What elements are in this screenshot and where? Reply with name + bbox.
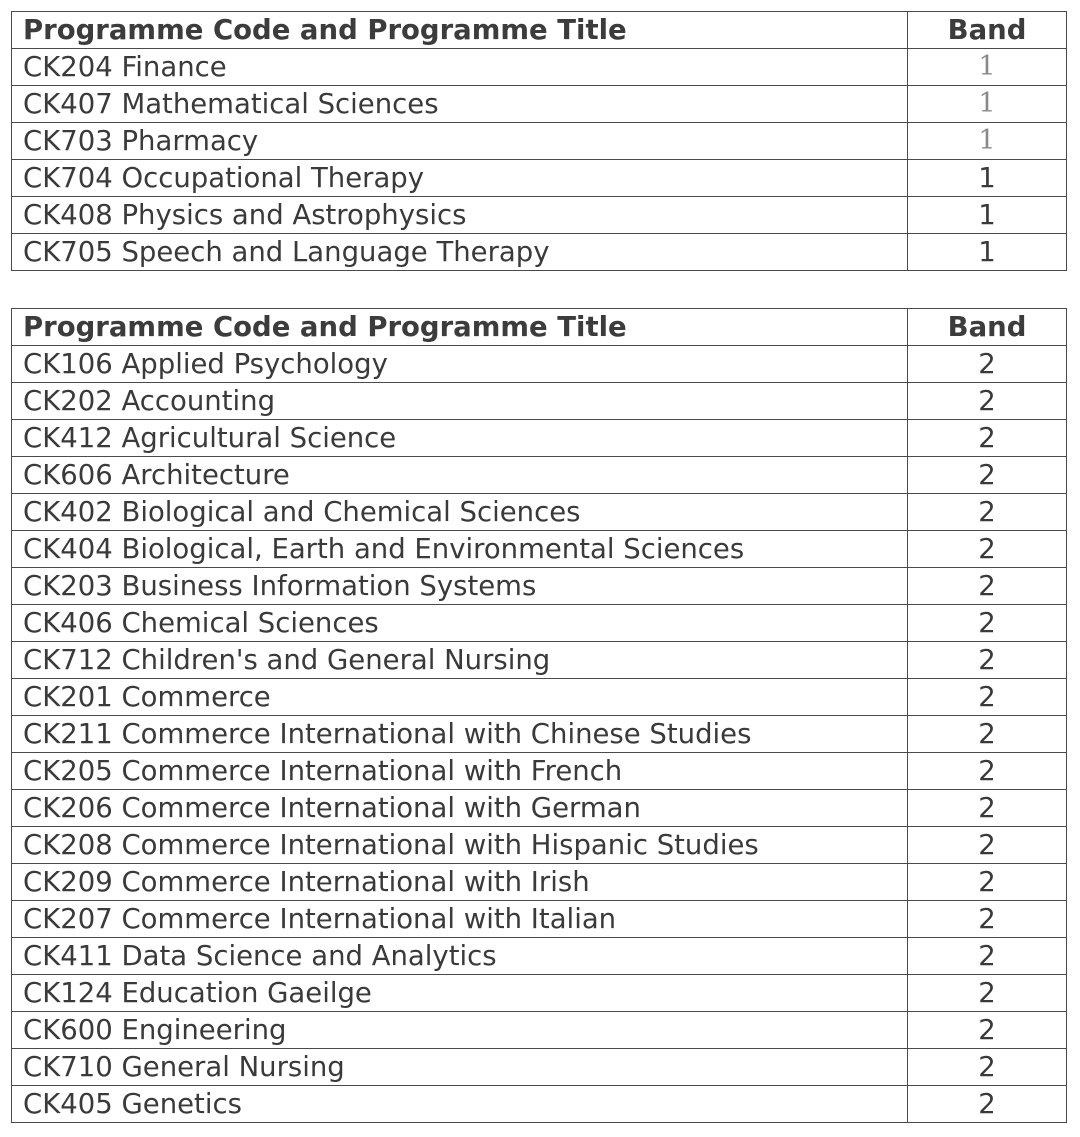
table-row: [12, 383, 1067, 420]
band-1-table: [11, 11, 1067, 271]
programme-title-cell: CK124 Education Gaeilge: [12, 975, 908, 1012]
band-cell: 2: [908, 1012, 1067, 1049]
band-header: Band: [908, 309, 1067, 346]
band-cell: 2: [908, 790, 1067, 827]
band-cell: 2: [908, 1049, 1067, 1086]
table-row: [12, 420, 1067, 457]
programme-title-cell: CK207 Commerce International with Italian: [12, 901, 908, 938]
band-cell: 2: [908, 383, 1067, 420]
band-cell: 1: [908, 123, 1067, 160]
programme-title-cell: CK412 Agricultural Science: [12, 420, 908, 457]
table-row: [12, 1049, 1067, 1086]
band-cell: 2: [908, 716, 1067, 753]
table-row: [12, 864, 1067, 901]
programme-title-cell: CK712 Children's and General Nursing: [12, 642, 908, 679]
band-cell: 1: [908, 49, 1067, 86]
band-cell: 2: [908, 864, 1067, 901]
table-row: [12, 346, 1067, 383]
table-row: [12, 716, 1067, 753]
band-cell: 2: [908, 494, 1067, 531]
programme-title-cell: CK705 Speech and Language Therapy: [12, 234, 908, 271]
programme-title-cell: CK404 Biological, Earth and Environmental Sciences: [12, 531, 908, 568]
table-row: [12, 160, 1067, 197]
band-cell: 2: [908, 938, 1067, 975]
programme-title-cell: CK600 Engineering: [12, 1012, 908, 1049]
programme-title-cell: CK407 Mathematical Sciences: [12, 86, 908, 123]
programme-title-cell: CK405 Genetics: [12, 1086, 908, 1123]
programme-title-cell: CK203 Business Information Systems: [12, 568, 908, 605]
programme-title-cell: CK710 General Nursing: [12, 1049, 908, 1086]
programme-title-cell: CK106 Applied Psychology: [12, 346, 908, 383]
programme-title-cell: CK704 Occupational Therapy: [12, 160, 908, 197]
table-row: [12, 531, 1067, 568]
table-row: [12, 457, 1067, 494]
table-header-row: [12, 309, 1067, 346]
band-header: Band: [908, 12, 1067, 49]
table-row: [12, 827, 1067, 864]
programme-title-cell: CK402 Biological and Chemical Sciences: [12, 494, 908, 531]
table-row: [12, 790, 1067, 827]
table-row: [12, 49, 1067, 86]
table-row: [12, 901, 1067, 938]
table-header-row: [12, 12, 1067, 49]
band-cell: 2: [908, 531, 1067, 568]
table-row: [12, 975, 1067, 1012]
programme-title-cell: CK411 Data Science and Analytics: [12, 938, 908, 975]
band-cell: 2: [908, 975, 1067, 1012]
band-cell: 2: [908, 457, 1067, 494]
band-cell: 1: [908, 234, 1067, 271]
band-cell: 2: [908, 642, 1067, 679]
programme-title-cell: CK408 Physics and Astrophysics: [12, 197, 908, 234]
programme-title-cell: CK209 Commerce International with Irish: [12, 864, 908, 901]
table-row: [12, 1012, 1067, 1049]
band-cell: 2: [908, 420, 1067, 457]
band-cell: 2: [908, 901, 1067, 938]
band-cell: 1: [908, 86, 1067, 123]
band-cell: 2: [908, 568, 1067, 605]
band-cell: 2: [908, 346, 1067, 383]
table-row: [12, 123, 1067, 160]
table-row: [12, 753, 1067, 790]
programme-title-cell: CK202 Accounting: [12, 383, 908, 420]
table-row: [12, 494, 1067, 531]
band-cell: 1: [908, 197, 1067, 234]
programme-title-cell: CK201 Commerce: [12, 679, 908, 716]
band-cell: 1: [908, 160, 1067, 197]
table-row: [12, 605, 1067, 642]
table-row: [12, 938, 1067, 975]
table-row: [12, 568, 1067, 605]
table-row: [12, 1086, 1067, 1123]
table-row: [12, 234, 1067, 271]
programme-title-header: Programme Code and Programme Title: [12, 12, 908, 49]
table-row: [12, 679, 1067, 716]
band-cell: 2: [908, 679, 1067, 716]
programme-title-cell: CK205 Commerce International with French: [12, 753, 908, 790]
band-cell: 2: [908, 1086, 1067, 1123]
band-cell: 2: [908, 753, 1067, 790]
programme-title-cell: CK204 Finance: [12, 49, 908, 86]
programme-title-cell: CK406 Chemical Sciences: [12, 605, 908, 642]
programme-title-cell: CK703 Pharmacy: [12, 123, 908, 160]
programme-title-cell: CK211 Commerce International with Chinese Studies: [12, 716, 908, 753]
band-cell: 2: [908, 827, 1067, 864]
programme-title-cell: CK206 Commerce International with German: [12, 790, 908, 827]
table-row: [12, 642, 1067, 679]
table-row: [12, 86, 1067, 123]
programme-title-cell: CK208 Commerce International with Hispanic Studies: [12, 827, 908, 864]
programme-title-header: Programme Code and Programme Title: [12, 309, 908, 346]
band-cell: 2: [908, 605, 1067, 642]
table-row: [12, 197, 1067, 234]
band-2-table: [11, 308, 1067, 1123]
programme-title-cell: CK606 Architecture: [12, 457, 908, 494]
